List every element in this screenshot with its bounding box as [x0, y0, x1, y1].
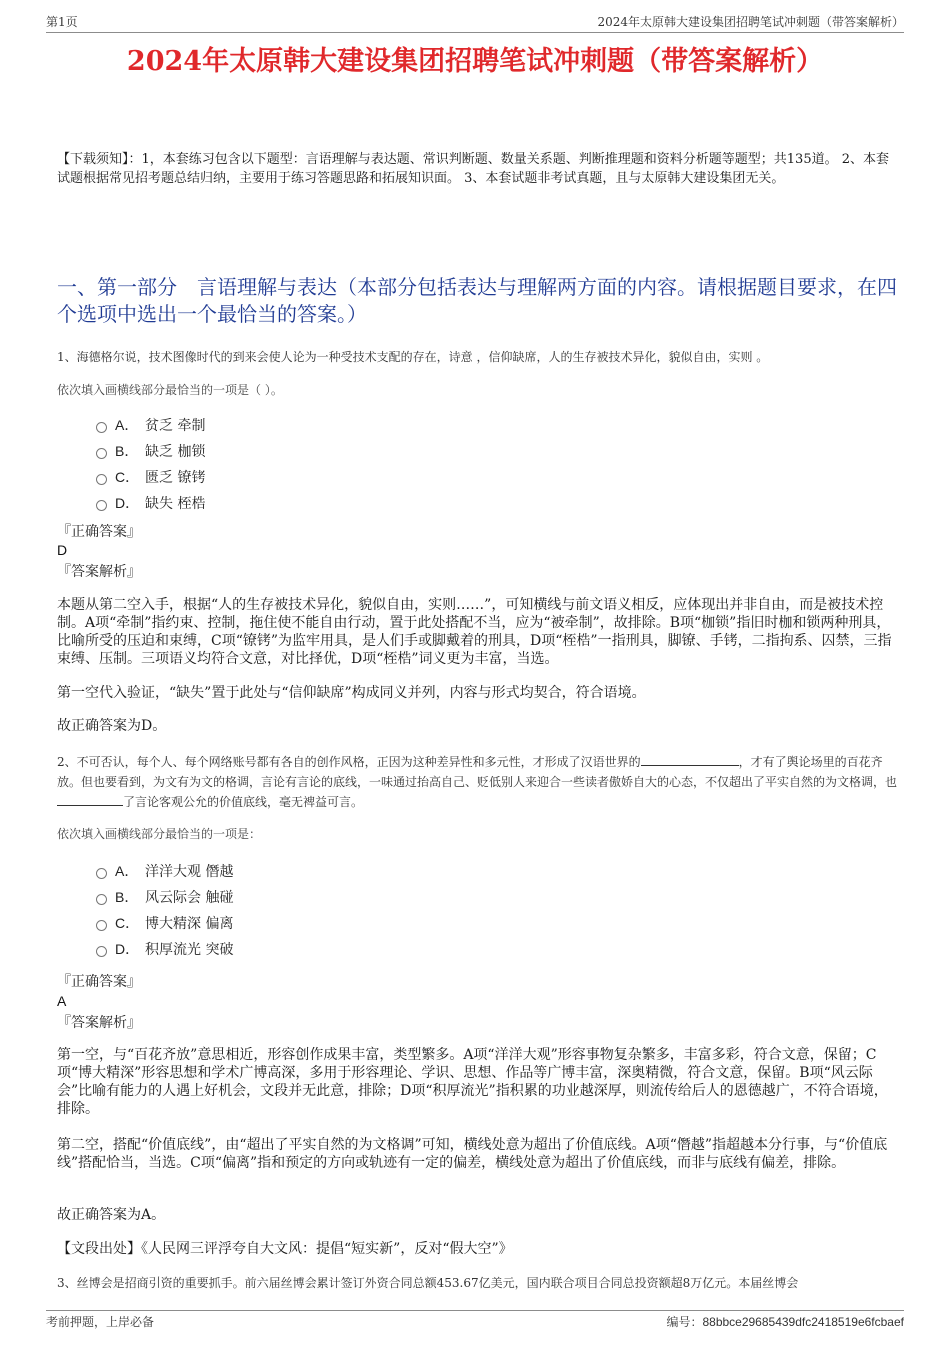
fill-blank — [641, 753, 739, 766]
question-2-source: 【文段出处】《人民网三评浮夸自大文风：提倡“短实新”，反对“假大空”》 — [57, 1241, 513, 1257]
question-2-option-b[interactable] — [96, 884, 496, 910]
option-letter: C． — [115, 469, 140, 485]
option-letter: A． — [115, 417, 139, 433]
analysis-label: 『答案解析』 — [57, 564, 141, 580]
footer-slogan: 考前押题，上岸必备 — [46, 1315, 155, 1329]
option-letter: D． — [115, 495, 140, 511]
question-2-stem-part-1: 2、不可否认，每个人、每个网络账号都有各自的创作风格，正因为这种差异性和多元性，才形成了汉语世界的 — [57, 755, 641, 769]
page-footer — [46, 1310, 904, 1331]
footer-code-value: 88bbce29685439dfc2418519e6fcbaef — [702, 1315, 904, 1329]
option-text: 博大精深 偏离 — [145, 916, 234, 932]
question-1-options — [96, 412, 496, 516]
option-text: 积厚流光 突破 — [145, 942, 234, 958]
fill-blank — [57, 793, 123, 806]
option-text: 缺乏 枷锁 — [145, 444, 206, 460]
section-heading: 一、第一部分 言语理解与表达（本部分包括表达与理解两方面的内容。请根据题目要求，在四个选项中选出一个最恰当的答案。） — [57, 275, 897, 326]
correct-answer-label: 『正确答案』 — [57, 974, 141, 990]
question-1-prompt: 依次填入画横线部分最恰当的一项是（ ）。 — [57, 383, 283, 397]
question-1-stem: 1、海德格尔说，技术图像时代的到来会使人论为一种受技术支配的存在，诗意 ，信仰缺席，人的生存被技术异化，貌似自由，实则 。 — [57, 350, 769, 364]
question-2-stem-part-3: 了言论客观公允的价值底线，毫无裨益可言。 — [123, 795, 364, 809]
option-letter: B． — [115, 443, 139, 459]
radio-icon[interactable] — [96, 894, 107, 905]
option-text: 缺失 桎梏 — [145, 496, 206, 512]
question-2-stem — [57, 752, 899, 812]
question-2-stem-part-2: ，才有了舆论场里的百花齐放。但也要看到，为文有为文的格调，言论有言论的底线，一味通过抬高自己、贬低别人来迎合一些读者傲娇自大的心态，不仅超出了平实自然的为文格调，也 — [57, 755, 898, 789]
question-2-answer: A — [57, 993, 67, 1009]
question-2-option-a[interactable] — [96, 858, 496, 884]
radio-icon[interactable] — [96, 448, 107, 459]
radio-icon[interactable] — [96, 868, 107, 879]
question-2-option-d[interactable] — [96, 936, 496, 962]
radio-icon[interactable] — [96, 946, 107, 957]
question-2-prompt: 依次填入画横线部分最恰当的一项是： — [57, 827, 262, 841]
question-1-option-c[interactable] — [96, 464, 496, 490]
option-letter: B． — [115, 889, 139, 905]
page-title: 2024年太原韩大建设集团招聘笔试冲刺题（带答案解析） — [126, 46, 824, 77]
radio-icon[interactable] — [96, 500, 107, 511]
footer-code — [666, 1313, 904, 1331]
radio-icon[interactable] — [96, 422, 107, 433]
question-1-analysis-3: 故正确答案为D。 — [57, 718, 167, 734]
question-1-option-a[interactable] — [96, 412, 496, 438]
radio-icon[interactable] — [96, 474, 107, 485]
question-2-options — [96, 858, 496, 962]
question-1-analysis-1: 本题从第二空入手，根据“人的生存被技术异化，貌似自由，实则……”，可知横线与前文语义相反，应体现出并非自由，而是被技术控制。A项“牵制”指约束、控制，拖住使不能自由行动，置于此处搭配不当，应为“被牵制”，故排除。B项“枷锁”指旧时枷和锁两种刑具，比喻所受的压迫和束缚，C项“镣铐”为监牢用具，是人们手或脚戴着的刑具，D项“桎梏”一指刑具，脚镣、手铐，二指拘系、囚禁，三指束缚、压制。三项语义均符合文意，对比择优，D项“桎梏”词义更为丰富，当选。 — [57, 597, 892, 667]
question-2-analysis-1: 第一空，与“百花齐放”意思相近，形容创作成果丰富，类型繁多。A项“洋洋大观”形容事物复杂繁多，丰富多彩，符合文意，保留；C项“博大精深”形容思想和学术广博高深，多用于形容理论、学识、思想、作品等广博丰富，深奥精微，符合文意，保留。B项“风云际会”比喻有能力的人遇上好机会，文段并无此意，排除；D项“积厚流光”指积累的功业越深厚，则流传给后人的恩德越广，不符合语境，排除。 — [57, 1047, 888, 1117]
analysis-label: 『答案解析』 — [57, 1015, 141, 1031]
question-1-option-d[interactable] — [96, 490, 496, 516]
option-text: 风云际会 触碰 — [145, 890, 234, 906]
correct-answer-label: 『正确答案』 — [57, 524, 141, 540]
question-1-option-b[interactable] — [96, 438, 496, 464]
question-2-analysis-3: 故正确答案为A。 — [57, 1207, 166, 1223]
question-1-answer: D — [57, 542, 68, 558]
option-text: 贫乏 牵制 — [145, 418, 206, 434]
option-text: 匮乏 镣铐 — [145, 470, 206, 486]
radio-icon[interactable] — [96, 920, 107, 931]
footer-code-label: 编号： — [666, 1315, 703, 1329]
page-number: 第1页 — [46, 15, 78, 29]
question-1-analysis-2: 第一空代入验证，“缺失”置于此处与“信仰缺席”构成同义并列，内容与形式均契合，符合语境。 — [57, 685, 646, 701]
question-2-option-c[interactable] — [96, 910, 496, 936]
page-header — [46, 14, 904, 33]
header-doc-title: 2024年太原韩大建设集团招聘笔试冲刺题（带答案解析） — [597, 15, 904, 29]
option-letter: A． — [115, 863, 139, 879]
option-text: 洋洋大观 僭越 — [145, 864, 234, 880]
option-letter: C． — [115, 915, 140, 931]
question-2-analysis-2: 第二空，搭配“价值底线”，由“超出了平实自然的为文格调”可知，横线处意为超出了价值底线。A项“僭越”指超越本分行事，与“价值底线”搭配恰当，当选。C项“偏离”指和预定的方向或轨迹有一定的偏差，横线处意为超出了价值底线，而非与底线有偏差，排除。 — [57, 1137, 888, 1171]
option-letter: D． — [115, 941, 140, 957]
download-notice: 【下载须知】：1，本套练习包含以下题型：言语理解与表达题、常识判断题、数量关系题、判断推理题和资料分析题等题型；共135道。 2、本套试题根据常见招考题总结归纳，主要用于练习答题思路和拓展知识面。 3、本套试题非考试真题，且与太原韩大建设集团无关。 — [57, 152, 889, 186]
question-3-stem: 3、丝博会是招商引资的重要抓手。前六届丝博会累计签订外资合同总额453.67亿美元，国内联合项目合同总投资额超8万亿元。本届丝博会 — [57, 1276, 799, 1290]
